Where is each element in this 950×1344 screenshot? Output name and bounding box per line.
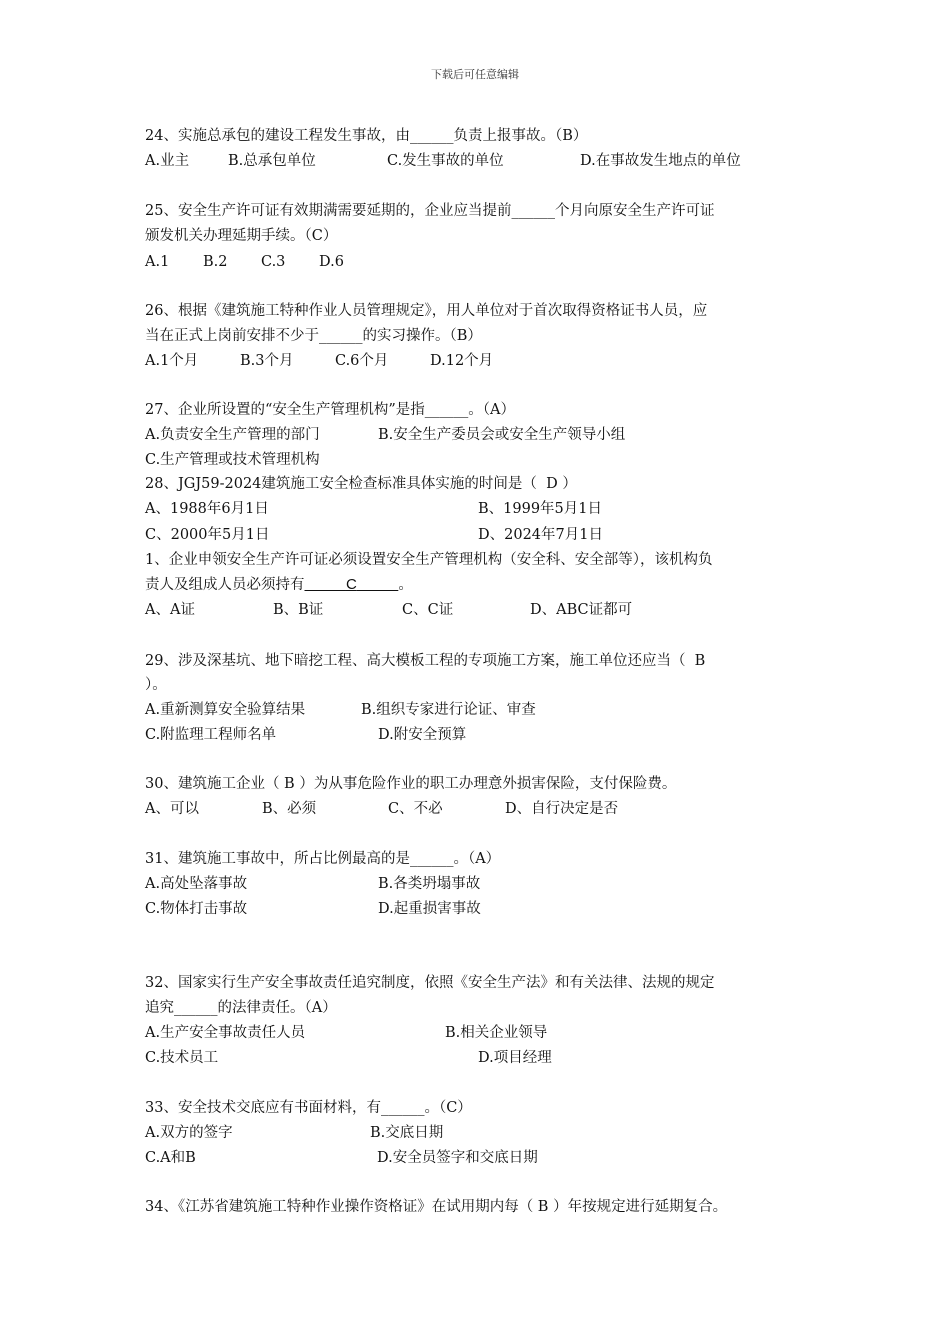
q26-option-b: B.3个月 <box>240 353 294 369</box>
q28-option-b: B、1999年5月1日 <box>478 501 603 517</box>
question-1-text-2-lead: 责人及组成人员必须持有 <box>145 577 305 593</box>
q25-option-a: A.1 <box>145 254 170 270</box>
q1-option-c: C、C证 <box>402 602 454 618</box>
question-25-text-2: 颁发机关办理延期手续。（C） <box>145 228 338 244</box>
question-29-text-2: ）。 <box>145 677 167 693</box>
q31-option-d: D.起重损害事故 <box>378 901 481 917</box>
question-25-text: 25、安全生产许可证有效期满需要延期的，企业应当提前______个月向原安全生产许可证 <box>145 203 715 219</box>
q32-option-d: D.项目经理 <box>478 1050 552 1066</box>
question-24-text: 24、实施总承包的建设工程发生事故，由______负责上报事故。（B） <box>145 128 588 144</box>
answer-blank <box>305 577 399 593</box>
page-header: 下载后可任意编辑 <box>431 68 519 81</box>
q32-option-c: C.技术员工 <box>145 1050 219 1066</box>
q28-option-c: C、2000年5月1日 <box>145 527 270 543</box>
q25-option-b: B.2 <box>203 254 228 270</box>
q33-option-c: C.A和B <box>145 1150 196 1166</box>
q33-option-b: B.交底日期 <box>370 1125 444 1141</box>
q1-option-b: B、B证 <box>273 602 324 618</box>
question-29-text: 29、涉及深基坑、地下暗挖工程、高大模板工程的专项施工方案，施工单位还应当（ B <box>145 653 706 669</box>
question-26-text-2: 当在正式上岗前安排不少于______的实习操作。（B） <box>145 328 482 344</box>
q27-option-a: A.负责安全生产管理的部门 <box>145 427 320 443</box>
question-1-line-end: 。 <box>398 577 413 593</box>
q29-option-d: D.附安全预算 <box>378 727 467 743</box>
question-33-text: 33、安全技术交底应有书面材料，有______。（C） <box>145 1100 472 1116</box>
q32-option-a: A.生产安全事故责任人员 <box>145 1025 306 1041</box>
question-32-text: 32、国家实行生产安全事故责任追究制度，依照《安全生产法》和有关法律、法规的规定 <box>145 975 715 991</box>
q29-option-b: B.组织专家进行论证、审查 <box>361 702 536 718</box>
q30-option-c: C、不必 <box>388 801 443 817</box>
question-32-text-2: 追究______的法律责任。（A） <box>145 1000 337 1016</box>
question-31-text: 31、建筑施工事故中，所占比例最高的是______。（A） <box>145 851 501 867</box>
q31-option-a: A.高处坠落事故 <box>145 876 248 892</box>
q30-option-a: A、可以 <box>145 801 199 817</box>
q29-option-c: C.附监理工程师名单 <box>145 727 277 743</box>
question-26-text: 26、根据《建筑施工特种作业人员管理规定》，用人单位对于首次取得资格证书人员，应 <box>145 303 708 319</box>
answer-letter: C <box>345 576 357 593</box>
q30-option-d: D、自行决定是否 <box>505 801 619 817</box>
q31-option-b: B.各类坍塌事故 <box>378 876 481 892</box>
q29-option-a: A.重新测算安全验算结果 <box>145 702 306 718</box>
q26-option-d: D.12个月 <box>430 353 494 369</box>
q24-option-c: C.发生事故的单位 <box>387 153 504 169</box>
q24-option-a: A.业主 <box>145 153 190 169</box>
q33-option-d: D.安全员签字和交底日期 <box>377 1150 538 1166</box>
q30-option-b: B、必须 <box>262 801 317 817</box>
question-1-text-2 <box>145 575 413 595</box>
q28-option-a: A、1988年6月1日 <box>145 501 269 517</box>
q1-option-a: A、A证 <box>145 602 195 618</box>
q26-option-a: A.1个月 <box>145 353 199 369</box>
q33-option-a: A.双方的签字 <box>145 1125 233 1141</box>
q24-option-b: B.总承包单位 <box>228 153 316 169</box>
q27-option-b: B.安全生产委员会或安全生产领导小组 <box>378 427 626 443</box>
q25-option-d: D.6 <box>319 254 344 270</box>
question-30-text: 30、建筑施工企业（ B ）为从事危险作业的职工办理意外损害保险，支付保险费。 <box>145 776 677 792</box>
q24-option-d: D.在事故发生地点的单位 <box>580 153 741 169</box>
q27-option-c: C.生产管理或技术管理机构 <box>145 452 320 468</box>
q1-option-d: D、ABC证都可 <box>530 602 633 618</box>
q32-option-b: B.相关企业领导 <box>445 1025 548 1041</box>
question-28-text: 28、JGJ59-2024建筑施工安全检查标准具体实施的时间是（ D ） <box>145 476 577 492</box>
q26-option-c: C.6个月 <box>335 353 389 369</box>
question-1-text: 1、企业申领安全生产许可证必须设置安全生产管理机构（安全科、安全部等），该机构负 <box>145 552 713 568</box>
q25-option-c: C.3 <box>261 254 286 270</box>
question-34-text: 34、《江苏省建筑施工特种作业操作资格证》在试用期内每（ B ）年按规定进行延期复合。 <box>145 1199 728 1215</box>
q31-option-c: C.物体打击事故 <box>145 901 248 917</box>
q28-option-d: D、2024年7月1日 <box>478 527 603 543</box>
question-27-text: 27、企业所设置的“安全生产管理机构”是指______。（A） <box>145 402 515 418</box>
